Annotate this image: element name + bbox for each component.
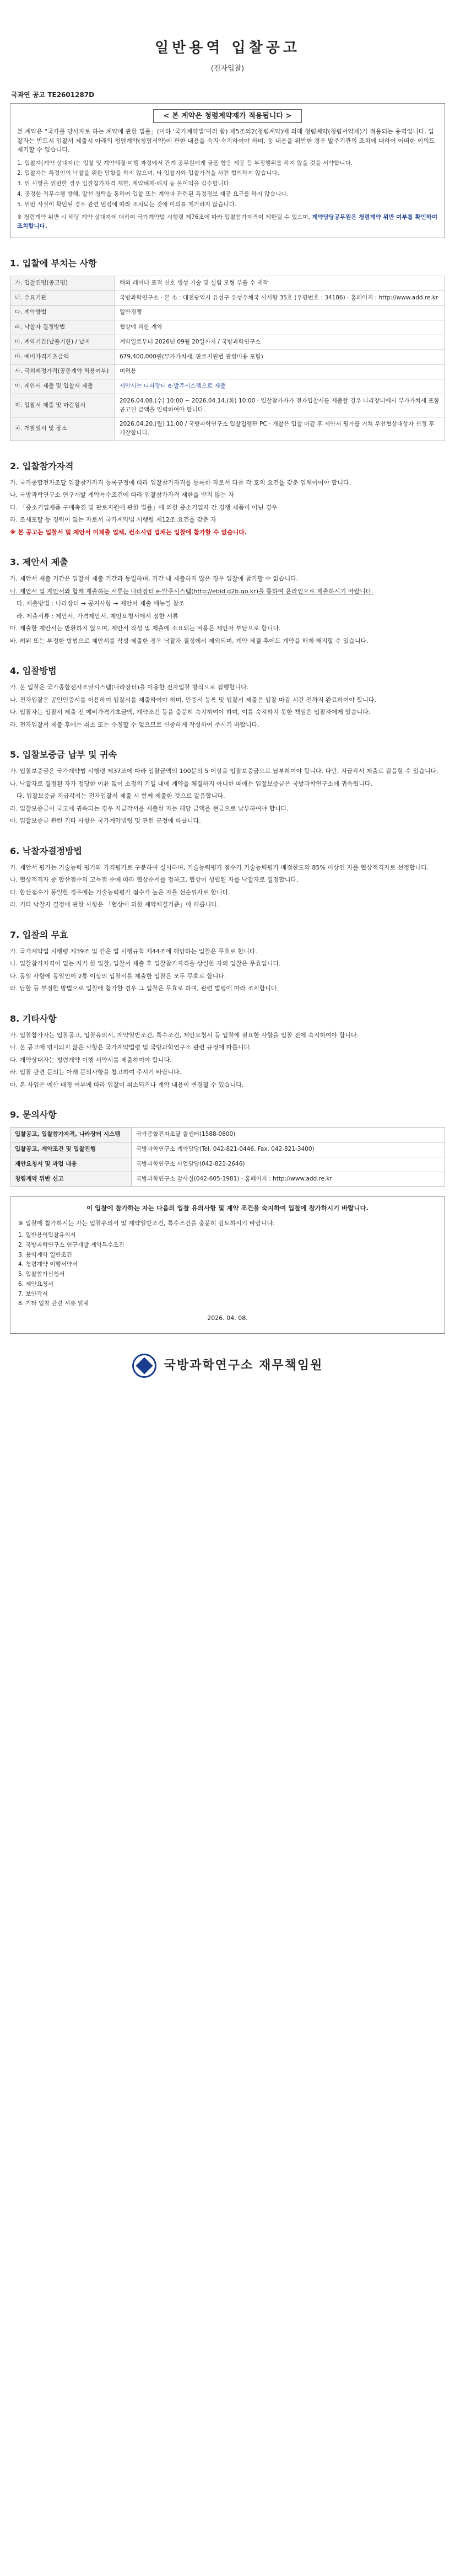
attachment-item: 4. 청렴계약 이행서약서 — [18, 1261, 78, 1268]
section-9-heading: 9. 문의사항 — [10, 1109, 57, 1120]
attachment-item: 3. 용역계약 일반조건 — [18, 1251, 72, 1258]
row-value: 2026.04.08.(수) 10:00 ~ 2026.04.14.(화) 10:00 · 입찰참가자가 전자입찰서를 제출할 경우 나라장터에서 부가가치세 포함 공고된 금액을 입력하여야 합니다. — [115, 394, 445, 417]
row-value: 2026.04.20.(월) 11:00 / 국방과학연구소 입찰집행관 PC · 개찰은 입찰 마감 후 제안서 평가를 거쳐 우선협상대상자 선정 후 개찰합니다. — [115, 417, 445, 441]
attachment-item: 1. 일반용역입찰유의서 — [18, 1232, 76, 1238]
paragraph: 라. 입찰보증금이 국고에 귀속되는 경우 지급각서를 제출한 자는 해당 금액을 현금으로 납부하여야 합니다. — [10, 804, 289, 812]
section-7-heading: 7. 입찰의 무효 — [10, 929, 68, 940]
final-notice-box — [10, 1196, 445, 1333]
paragraph: 다. 입찰보증금 지급각서는 전자입찰서 제출 시 함께 제출한 것으로 갈음합니다. — [17, 792, 225, 800]
announcement-number: 국과연 공고 TE2601287D — [11, 90, 95, 99]
row-label: 아. 제안서 제출 및 입찰서 제출 — [10, 379, 115, 394]
row-value: 일반경쟁 — [115, 305, 445, 320]
paragraph: 나. 제안서 및 제안서와 함께 제출하는 서류는 나라장터 e-발주시스템(http://ebid.g2b.go.kr)을 통하여 온라인으로 제출하시기 바랍니다. — [10, 587, 373, 595]
paragraph: 다. 입찰자는 입찰서 제출 전 예비가격기초금액, 계약조건 등을 충분히 숙지하여야 하며, 이를 숙지하지 못한 책임은 입찰자에게 있습니다. — [10, 709, 371, 716]
row-value: 국방과학연구소 사업담당(042-821-2646) — [132, 1157, 445, 1172]
table-row — [10, 1128, 445, 1142]
final-notice-heading: 이 입찰에 참가하는 자는 다음의 입찰 유의사항 및 계약 조건을 숙지하여 입찰에 참가하시기 바랍니다. — [86, 1204, 369, 1212]
integrity-item: 3. 위 사항을 위반한 경우 입찰참가자격 제한, 계약해제·해지 등 불이익을 감수합니다. — [17, 180, 231, 187]
section-4-heading: 4. 입찰방법 — [10, 666, 57, 677]
row-label: 제안요청서 및 과업 내용 — [10, 1157, 132, 1172]
paragraph: 나. 입찰참가자격이 없는 자가 한 입찰, 입찰서 제출 후 입찰참가자격을 상실한 자의 입찰은 무효입니다. — [10, 960, 281, 968]
table-row — [10, 379, 445, 394]
integrity-item: 4. 공정한 직무수행 방해, 알선 청탁을 통하여 입찰 또는 계약과 관련된 특정정보 제공 요구를 하지 않습니다. — [17, 190, 289, 197]
paragraph: 다. 「중소기업제품 구매촉진 및 판로지원에 관한 법률」에 의한 중소기업자 간 경쟁 제품이 아닌 경우 — [10, 503, 278, 511]
paragraph: 나. 낙찰자로 결정된 자가 정당한 이유 없이 소정의 기일 내에 계약을 체결하지 아니한 때에는 입찰보증금은 국방과학연구소에 귀속됩니다. — [10, 780, 372, 787]
table-row — [10, 1157, 445, 1172]
paragraph: 가. 본 입찰은 국가종합전자조달시스템(나라장터)을 이용한 전자입찰 방식으로 집행합니다. — [10, 684, 249, 691]
paragraph: 다. 동일 사항에 동일인이 2통 이상의 입찰서를 제출한 입찰은 모두 무효로 합니다. — [10, 972, 226, 980]
paragraph: 라. 담합 등 부정한 방법으로 입찰에 참가한 경우 그 입찰은 무효로 하며, 관련 법령에 따라 조치합니다. — [10, 985, 279, 992]
row-value: 국방과학연구소 감사실(042-605-1981) · 홈페이지 : http://www.add.re.kr — [132, 1172, 445, 1187]
integrity-heading-text: < 본 계약은 청렴계약제가 적용됩니다 > — [153, 109, 302, 124]
row-label: 청렴계약 위반 신고 — [10, 1172, 132, 1187]
row-label: 라. 낙찰자 결정방법 — [10, 320, 115, 335]
bid-info-table — [10, 276, 445, 441]
table-row — [10, 335, 445, 350]
paragraph: 나. 전자입찰은 공인인증서를 이용하여 입찰서를 제출하여야 하며, 인증서 등록 및 입찰서 제출은 입찰 마감 시간 전까지 완료하여야 합니다. — [10, 696, 376, 704]
paragraph: 가. 제안서 평가는 기술능력 평가와 가격평가로 구분하여 실시하며, 기술능력평가 점수가 기술능력평가 배점한도의 85% 이상인 자를 협상적격자로 선정합니다. — [10, 863, 429, 871]
row-label: 마. 계약기간(납품기한) / 납지 — [10, 335, 115, 350]
paragraph: 다. 합산점수가 동일한 경우에는 기술능력평가 점수가 높은 자를 선순위자로 합니다. — [10, 888, 230, 896]
table-row — [10, 1142, 445, 1157]
section-3-heading: 3. 제안서 제출 — [10, 557, 68, 568]
paragraph: 마. 입찰보증금 관련 기타 사항은 국가계약법령 및 관련 규정에 따릅니다. — [10, 817, 201, 825]
row-label: 가. 입찰건명(공고명) — [10, 276, 115, 291]
row-value: 국방과학연구소 · 본 소 : 대전광역시 유성구 유성우체국 사서함 35호 (우편번호 : 34186) · 홈페이지 : http://www.add.re.kr — [115, 291, 445, 305]
row-value: 국방과학연구소 계약담당(Tel. 042-821-0446, Fax. 042-821-3400) — [132, 1142, 445, 1157]
integrity-contract-box — [10, 103, 445, 238]
table-row — [10, 305, 445, 320]
table-row — [10, 394, 445, 417]
paragraph: ※ 입찰에 참가하시는 자는 입찰유의서 및 계약일반조건, 특수조건을 충분히 검토하시기 바랍니다. — [18, 1219, 275, 1227]
integrity-heading — [17, 109, 438, 124]
row-label: 사. 국외예정가격(공동계약 허용여부) — [10, 364, 115, 379]
table-row — [10, 350, 445, 364]
row-value: 계약일로부터 2026년 09월 20일까지 / 국방과학연구소 — [115, 335, 445, 350]
integrity-note-plain: ※ 청렴계약 위반 시 해당 계약 상대자에 대하여 국가계약법 시행령 제76조에 따라 입찰참가자격이 제한될 수 있으며, — [17, 214, 312, 221]
integrity-text: 본 계약은 “국가를 당사자로 하는 계약에 관한 법률」(이하 ‘국가계약법’이라 함) 제5조의2(청렴계약)에 의해 청렴계약(청렴서약제)가 적용되는 용역입니다. 입찰자는 반드시 입찰서 제출시 아래의 청렴계약(청렴서약)에 관한 내용을 숙지·숙지하여야 하며, 동 내용을 위반한 경우 발주기관의 조치에 대하여 어떠한 이의도 제기할 수 없습니다. — [17, 128, 435, 153]
row-value: 협상에 의한 계약 — [115, 320, 445, 335]
paragraph: 나. 협상적격자 중 합산점수의 고득점 순에 따라 협상순서를 정하고, 협상이 성립된 자를 낙찰자로 결정합니다. — [10, 876, 299, 884]
paragraph: 라. 전자입찰서 제출 후에는 취소 또는 수정할 수 없으므로 신중하게 작성하여 주시기 바랍니다. — [10, 721, 259, 728]
integrity-item: 5. 위반 사실이 확인될 경우 관련 법령에 따라 조치되는 것에 이의를 제기하지 않습니다. — [17, 201, 237, 208]
row-value: 국가종합전자조달 콜센터(1588-0800) — [132, 1128, 445, 1142]
integrity-item: 2. 입찰자는 특정인의 낙찰을 위한 담합을 하지 않으며, 타 입찰자와 입찰가격을 사전 협의하지 않습니다. — [17, 170, 279, 177]
paragraph: 다. 제출방법 : 나라장터 → 공지사항 → 제안서 제출 매뉴얼 참조 — [17, 600, 185, 608]
page-title: 일반용역 입찰공고 — [155, 40, 300, 56]
attachment-item: 2. 국방과학연구소 연구개발 계약특수조건 — [18, 1241, 124, 1248]
paragraph: 마. 본 사업은 예산 배정 여부에 따라 입찰이 취소되거나 계약 내용이 변경될 수 있습니다. — [10, 1081, 244, 1088]
paragraph: 가. 국가종합전자조달 입찰참가자격 등록규정에 따라 입찰참가자격을 등록한 자로서 다음 각 호의 요건을 갖춘 업체이어야 합니다. — [10, 479, 351, 486]
integrity-items — [17, 159, 438, 210]
contact-table — [10, 1127, 445, 1187]
row-label: 바. 예비가격기초금액 — [10, 350, 115, 364]
row-value: 제안서는 나라장터 e-발주시스템으로 제출 — [115, 379, 445, 394]
page-subtitle: (전자입찰) — [210, 65, 245, 73]
paragraph: 라. 기타 낙찰자 결정에 관한 사항은 「협상에 의한 계약체결기준」에 따릅니다. — [10, 901, 219, 909]
table-row — [10, 320, 445, 335]
attachment-list — [18, 1231, 437, 1308]
row-label: 다. 계약방법 — [10, 305, 115, 320]
row-label: 입찰공고, 입찰참가자격, 나라장터 시스템 — [10, 1128, 132, 1142]
row-value: 해외 레이더 표적 신호 생성 기술 및 실험 모형 부품 수 제작 — [115, 276, 445, 291]
paragraph: 나. 국방과학연구소 연구개발 계약특수조건에 따라 입찰참가자격 제한을 받지 않는 자 — [10, 491, 234, 499]
paragraph: 라. 제출서류 : 제안서, 가격제안서, 제안요청서에서 정한 서류 — [17, 612, 178, 620]
table-row — [10, 291, 445, 305]
section-5-heading: 5. 입찰보증금 납부 및 귀속 — [10, 749, 117, 760]
row-label: 자. 입찰서 제출 및 마감일시 — [10, 394, 115, 417]
paragraph: 가. 입찰참가자는 입찰공고, 입찰유의서, 계약일반조건, 특수조건, 제안요청서 등 입찰에 필요한 사항을 입찰 전에 숙지하여야 합니다. — [10, 1031, 359, 1039]
attachment-item: 5. 입찰참가신청서 — [18, 1271, 65, 1278]
footer — [10, 1354, 445, 1378]
paragraph: 라. 조세포탈 등 경력이 없는 자로서 국가계약법 시행령 제12조 요건을 갖춘 자 — [10, 516, 216, 524]
integrity-note — [17, 213, 438, 231]
paragraph: 가. 제안서 제출 기간은 입찰서 제출 기간과 동일하며, 기간 내 제출하지 않은 경우 입찰에 참가할 수 없습니다. — [10, 575, 299, 583]
notice-date: 2026. 04. 08. — [207, 1314, 248, 1322]
paragraph: 바. 허위 또는 부정한 방법으로 제안서를 작성·제출한 경우 낙찰자 결정에서 제외되며, 계약 체결 후에도 계약을 해제·해지할 수 있습니다. — [10, 637, 369, 645]
table-row — [10, 417, 445, 441]
paragraph: 다. 계약상대자는 청렴계약 이행 서약서를 제출하여야 합니다. — [10, 1056, 172, 1064]
row-label: 나. 수요기관 — [10, 291, 115, 305]
table-row — [10, 364, 445, 379]
row-value: 미허용 — [115, 364, 445, 379]
paragraph: 가. 입찰보증금은 국가계약법 시행령 제37조에 따라 입찰금액의 100분의 5 이상을 입찰보증금으로 납부하여야 합니다. 다만, 지급각서 제출로 갈음할 수 있습니다. — [10, 768, 438, 775]
footer-org-name: 국방과학연구소 재무책임원 — [164, 1359, 323, 1372]
table-row — [10, 1172, 445, 1187]
row-label: 차. 개찰일시 및 장소 — [10, 417, 115, 441]
attachment-item: 6. 제안요청서 — [18, 1280, 54, 1287]
paragraph: 라. 입찰 관련 문의는 아래 문의사항을 참고하여 주시기 바랍니다. — [10, 1069, 182, 1076]
attachment-item: 7. 보안각서 — [18, 1290, 48, 1297]
paragraph: 마. 제출한 제안서는 반환하지 않으며, 제안서 작성 및 제출에 소요되는 비용은 제안자 부담으로 합니다. — [10, 625, 281, 632]
section-1-heading: 1. 입찰에 부치는 사항 — [10, 257, 97, 269]
integrity-item: 1. 입찰자(계약 상대자)는 입찰 및 계약체결·이행 과정에서 관계 공무원에게 금품 향응 제공 등 부정행위를 하지 않을 것을 서약합니다. — [17, 159, 353, 167]
section-6-heading: 6. 낙찰자결정방법 — [10, 845, 82, 856]
attachment-item: 8. 기타 입찰 관련 서류 일체 — [18, 1300, 89, 1307]
section-2-heading: 2. 입찰참가자격 — [10, 460, 74, 471]
paragraph: 가. 국가계약법 시행령 제39조 및 같은 법 시행규칙 제44조에 해당하는 입찰은 무효로 합니다. — [10, 947, 257, 955]
paragraph: 나. 본 공고에 명시되지 않은 사항은 국가계약법령 및 국방과학연구소 관련 규정에 따릅니다. — [10, 1044, 252, 1051]
row-label: 입찰공고, 계약조건 및 입찰진행 — [10, 1142, 132, 1157]
section-8-heading: 8. 기타사항 — [10, 1013, 57, 1024]
row-value: 679,400,000원(부가가치세, 판로지원법 관련비용 포함) — [115, 350, 445, 364]
integrity-note-emphasis: 계약담당공무원은 청렴계약 위반 여부를 확인하여 조치합니다. — [17, 214, 437, 229]
warning-note: ※ 본 공고는 입찰서 및 제안서 미제출 업체, 컨소시엄 업체는 입찰에 참가할 수 없습니다. — [10, 528, 247, 536]
add-logo-icon — [132, 1354, 156, 1378]
table-row — [10, 276, 445, 291]
